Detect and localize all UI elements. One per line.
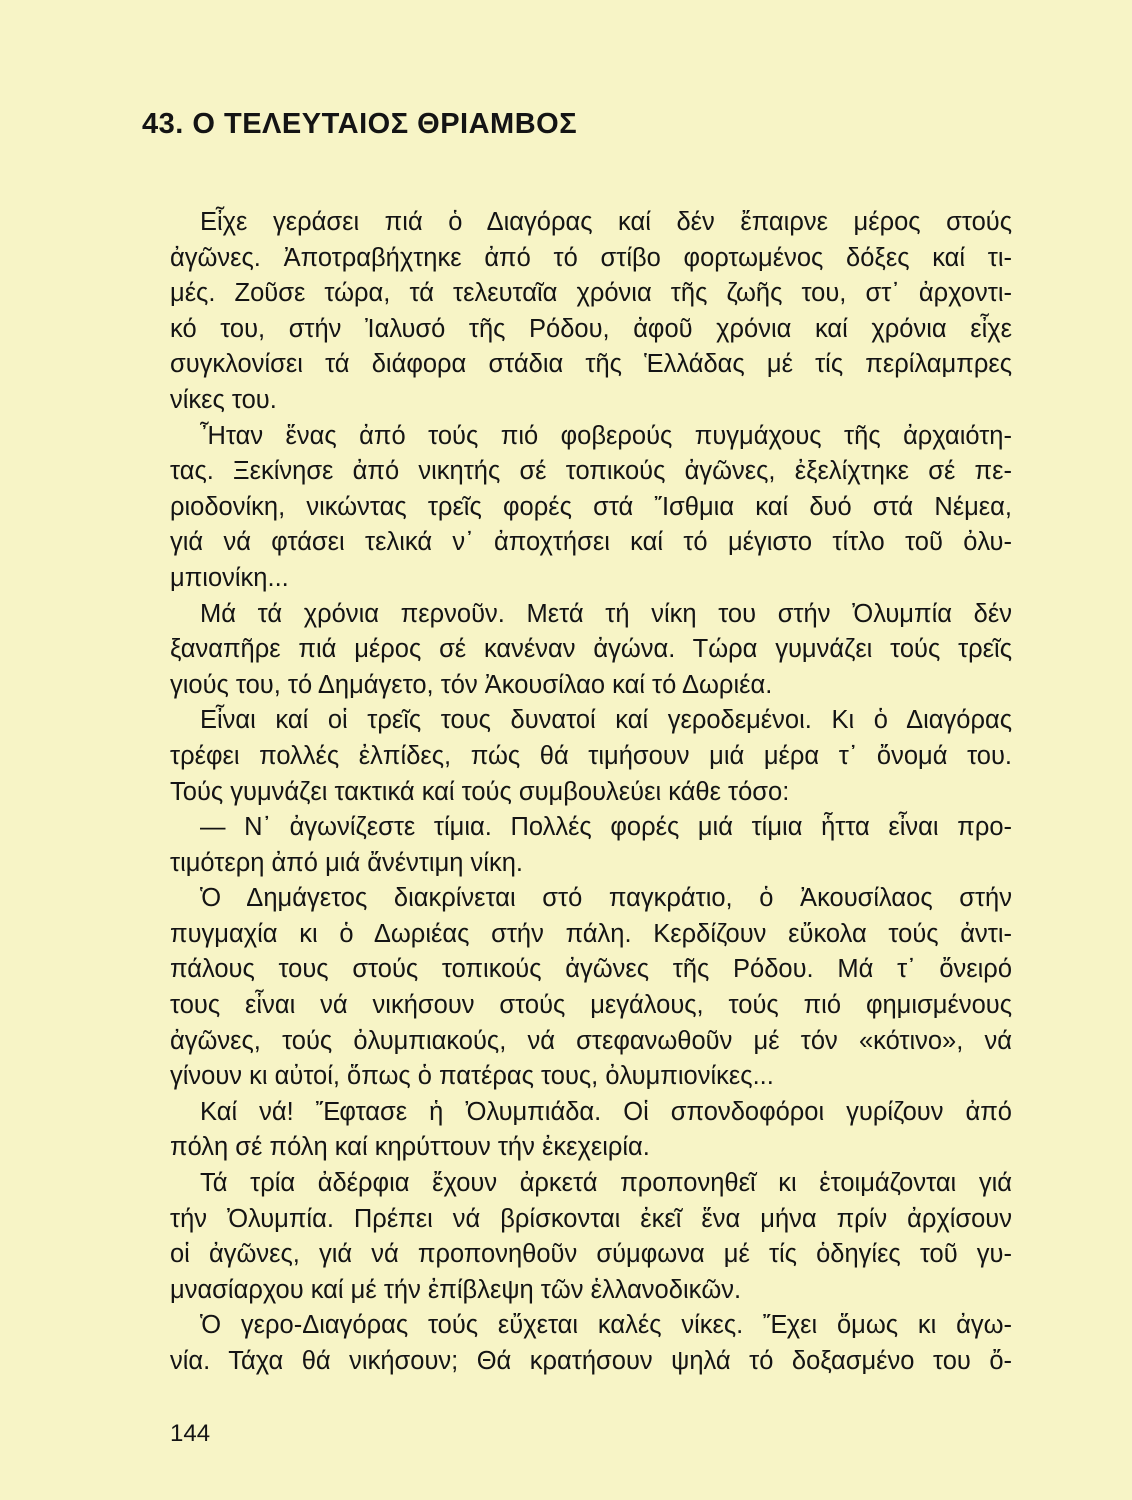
- text-line: Ὁ γερο-Διαγόρας τούς εὔχεται καλές νίκες. Ἔχει ὅμως κι ἀγω-: [200, 1311, 1012, 1340]
- paragraph: [170, 1095, 1012, 1166]
- text-line: νίκες του.: [170, 385, 277, 414]
- paragraph: [170, 881, 1012, 1095]
- body-text: [170, 205, 1012, 1380]
- text-line: πόλη σέ πόλη καί κηρύττουν τήν ἐκεχειρία.: [170, 1133, 650, 1162]
- paragraph: [170, 703, 1012, 810]
- text-line: πάλους τους στούς τοπικούς ἀγῶνες τῆς Ρόδου. Μά τ᾿ ὄνειρό: [170, 955, 1012, 984]
- text-line: πυγμαχία κι ὁ Δωριέας στήν πάλη. Κερδίζουν εὔκολα τούς ἀντι-: [170, 919, 1012, 948]
- text-line: τιμότερη ἀπό μιά ἄνέντιμη νίκη.: [170, 848, 523, 877]
- text-line: μές. Ζοῦσε τώρα, τά τελευταῖα χρόνια τῆς ζωῆς του, στ᾿ ἀρχοντι-: [170, 279, 1012, 308]
- paragraph: [170, 205, 1012, 419]
- paragraph: [170, 810, 1012, 881]
- text-line: Εἶχε γεράσει πιά ὁ Διαγόρας καί δέν ἔπαιρνε μέρος στούς: [200, 208, 1012, 236]
- text-line: ριοδονίκη, νικώντας τρεῖς φορές στά Ἴσθμια καί δυό στά Νέμεα,: [170, 492, 1012, 521]
- text-line: Τά τρία ἀδέρφια ἔχουν ἀρκετά προπονηθεῖ κι ἑτοιμάζονται γιά: [200, 1169, 1012, 1198]
- paragraph: [170, 1308, 1012, 1379]
- text-line: — Ν᾿ ἀγωνίζεστε τίμια. Πολλές φορές μιά τίμια ἧττα εἶναι προ-: [200, 813, 1012, 842]
- text-line: νία. Τάχα θά νικήσουν; Θά κρατήσουν ψηλά τό δοξασμένο του ὄ-: [170, 1347, 1012, 1375]
- text-line: Εἶναι καί οἱ τρεῖς τους δυνατοί καί γεροδεμένοι. Κι ὁ Διαγόρας: [200, 706, 1012, 735]
- chapter-title: 43. Ο ΤΕΛΕΥΤΑΙΟΣ ΘΡΙΑΜΒΟΣ: [142, 108, 578, 140]
- paragraph: [170, 597, 1012, 704]
- text-line: Τούς γυμνάζει τακτικά καί τούς συμβουλεύει κάθε τόσο:: [170, 777, 790, 806]
- text-line: γιά νά φτάσει τελικά ν᾿ ἀποχτήσει καί τό μέγιστο τίτλο τοῦ ὀλυ-: [170, 528, 1012, 557]
- text-line: μνασίαρχου καί μέ τήν ἐπίβλεψη τῶν ἑλλανοδικῶν.: [170, 1275, 742, 1304]
- text-line: τας. Ξεκίνησε ἀπό νικητής σέ τοπικούς ἀγῶνες, ἐξελίχτηκε σέ πε-: [170, 457, 1012, 486]
- text-line: μπιονίκη...: [170, 563, 289, 592]
- text-line: τήν Ὀλυμπία. Πρέπει νά βρίσκονται ἐκεῖ ἕνα μήνα πρίν ἀρχίσουν: [170, 1204, 1012, 1233]
- text-line: ἀγῶνες. Ἀποτραβήχτηκε ἀπό τό στίβο φορτωμένος δόξες καί τι-: [170, 243, 1012, 272]
- paragraph: [170, 1166, 1012, 1308]
- text-line: συγκλονίσει τά διάφορα στάδια τῆς Ἑλλάδας μέ τίς περίλαμπρες: [170, 350, 1012, 379]
- text-line: Ὁ Δημάγετος διακρίνεται στό παγκράτιο, ὁ Ἀκουσίλαος στήν: [200, 884, 1012, 913]
- paragraph: [170, 419, 1012, 597]
- page-number: 144: [170, 1420, 211, 1447]
- text-line: ξαναπῆρε πιά μέρος σέ κανέναν ἀγώνα. Τώρα γυμνάζει τούς τρεῖς: [170, 635, 1012, 664]
- text-line: γιούς του, τό Δημάγετο, τόν Ἀκουσίλαο καί τό Δωριέα.: [170, 670, 773, 699]
- text-line: κό του, στήν Ἰαλυσό τῆς Ρόδου, ἀφοῦ χρόνια καί χρόνια εἶχε: [170, 314, 1012, 343]
- text-line: Ἦταν ἕνας ἀπό τούς πιό φοβερούς πυγμάχους τῆς ἀρχαιότη-: [200, 421, 1012, 450]
- text-line: τους εἶναι νά νικήσουν στούς μεγάλους, τούς πιό φημισμένους: [170, 991, 1012, 1020]
- text-line: οἱ ἀγῶνες, γιά νά προπονηθοῦν σύμφωνα μέ τίς ὁδηγίες τοῦ γυ-: [170, 1240, 1012, 1269]
- text-line: Καί νά! Ἔφτασε ἡ Ὀλυμπιάδα. Οἱ σπονδοφόροι γυρίζουν ἀπό: [200, 1097, 1012, 1126]
- text-line: Μά τά χρόνια περνοῦν. Μετά τή νίκη του στήν Ὀλυμπία δέν: [200, 599, 1012, 628]
- text-line: ἀγῶνες, τούς ὀλυμπιακούς, νά στεφανωθοῦν μέ τόν «κότινο», νά: [170, 1026, 1012, 1055]
- text-line: τρέφει πολλές ἐλπίδες, πώς θά τιμήσουν μιά μέρα τ᾿ ὄνομά του.: [170, 741, 1012, 770]
- text-line: γίνουν κι αὐτοί, ὅπως ὁ πατέρας τους, ὀλυμπιονίκες...: [170, 1062, 774, 1091]
